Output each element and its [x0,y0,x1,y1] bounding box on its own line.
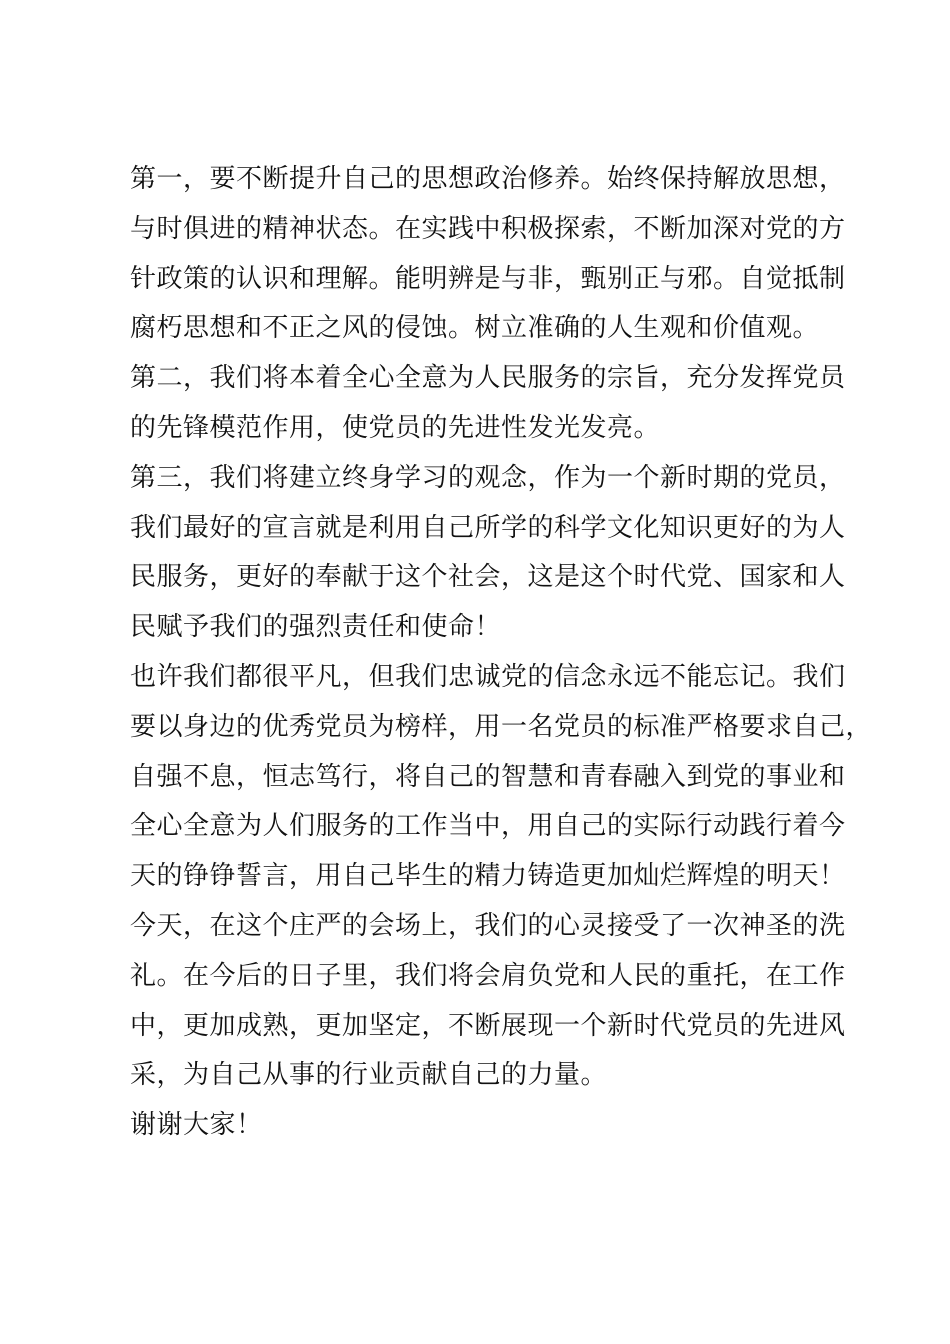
text-line: 中，更加成熟，更加坚定，不断展现一个新时代党员的先进风 [130,1010,846,1041]
text-line: 今天，在这个庄严的会场上，我们的心灵接受了一次神圣的洗 [130,910,846,941]
text-line: 也许我们都很平凡，但我们忠诚党的信念永远不能忘记。我们 [130,661,846,692]
text-line: 全心全意为人们服务的工作当中，用自己的实际行动践行着今 [130,811,846,842]
text-line: 礼。在今后的日子里，我们将会肩负党和人民的重托，在工作 [130,960,846,991]
text-line: 第一，要不断提升自己的思想政治修养。始终保持解放思想， [130,164,846,194]
text-line: 我们最好的宣言就是利用自己所学的科学文化知识更好的为人 [130,512,846,543]
text-line: 与时俱进的精神状态。在实践中积极探索，不断加深对党的方 [130,213,846,244]
document-body [130,155,873,1151]
text-line: 针政策的认识和理解。能明辨是与非，甄别正与邪。自觉抵制 [130,263,846,294]
text-line: 腐朽思想和不正之风的侵蚀。树立准确的人生观和价值观。 [130,313,820,344]
text-line: 民赋予我们的强烈责任和使命！ [130,612,502,643]
text-line: 谢谢大家！ [130,1110,263,1141]
text-line: 第三，我们将建立终身学习的观念，作为一个新时期的党员， [130,462,846,493]
text-line: 要以身边的优秀党员为榜样，用一名党员的标准严格要求自己， [130,711,873,742]
text-line: 的先锋模范作用，使党员的先进性发光发亮。 [130,412,661,443]
text-line: 采，为自己从事的行业贡献自己的力量。 [130,1060,608,1091]
text-line: 第二，我们将本着全心全意为人民服务的宗旨，充分发挥党员 [130,363,846,394]
text-line: 天的铮铮誓言，用自己毕生的精力铸造更加灿烂辉煌的明天！ [130,861,846,892]
text-line: 自强不息，恒志笃行，将自己的智慧和青春融入到党的事业和 [130,761,846,792]
text-line: 民服务，更好的奉献于这个社会，这是这个时代党、国家和人 [130,562,846,593]
